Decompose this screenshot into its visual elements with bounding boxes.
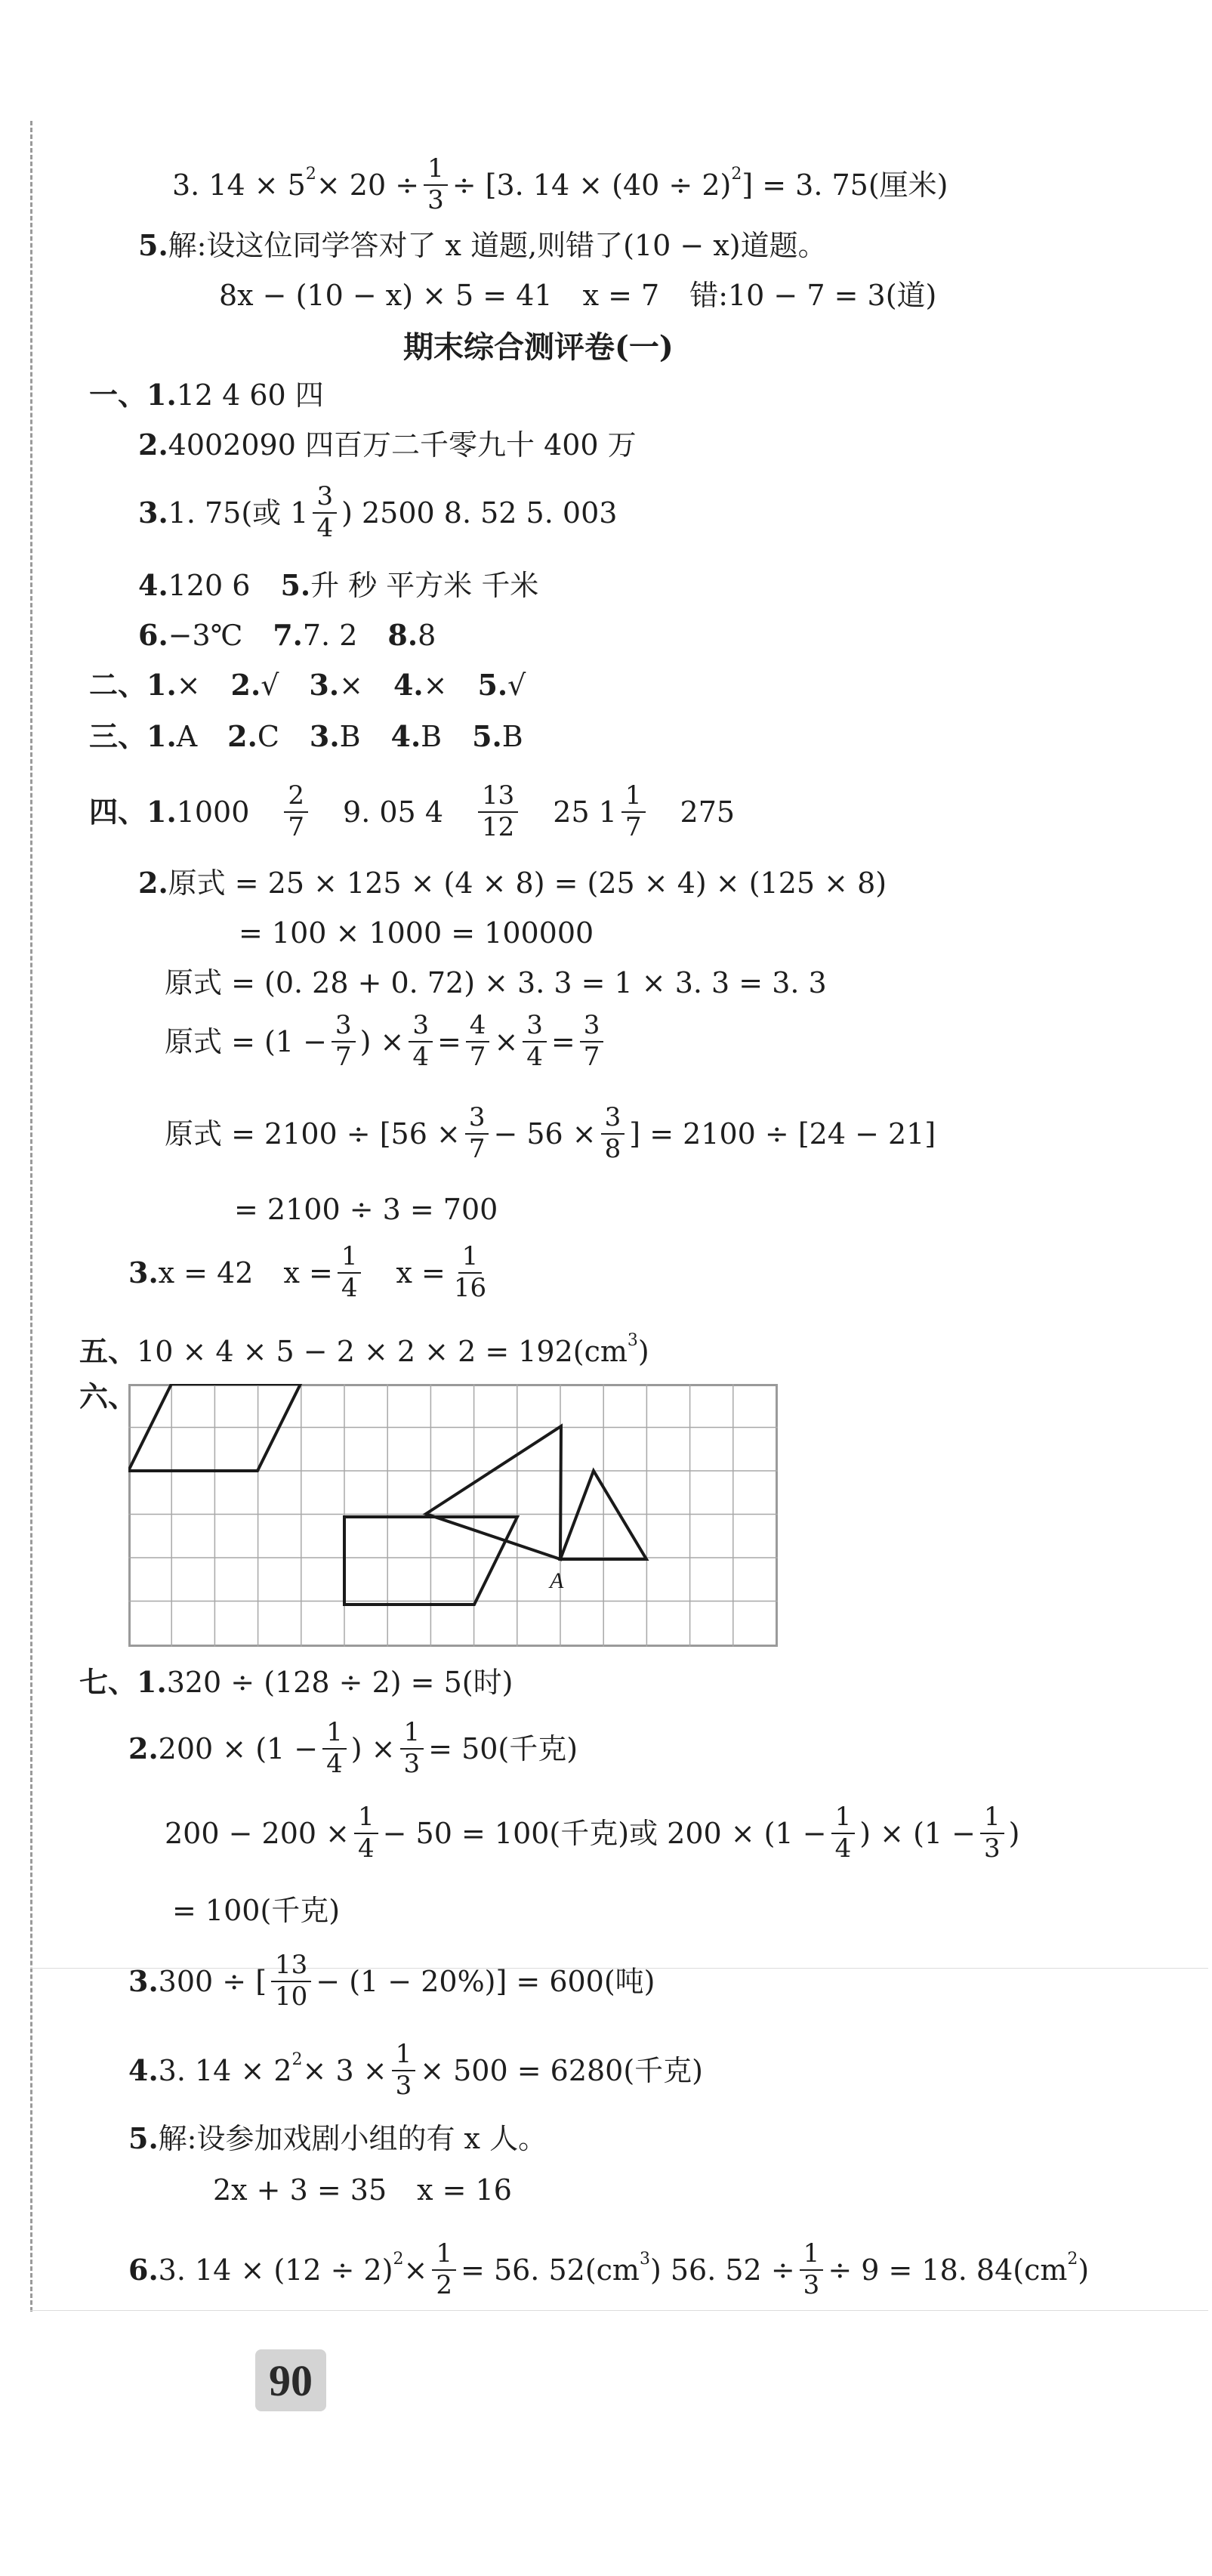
fraction: $\frac{1}{3}$ [800, 2241, 824, 2299]
part7-q2-line1: 2. 200 × (1 − $\frac{1}{4}$ ) × $\frac{1}{3}$ = 50(千克) [128, 1717, 578, 1779]
part7-q6: 6. 3. 14 × (12 ÷ 2) $^2$ × $\frac{1}{2}$ = 56. 52(cm $^3$ ) 56. 52 ÷ $\frac{1}{3}$ ÷ 9 = 18. 84(cm $^2$ ) [128, 2238, 1090, 2300]
part1-q1: 一、 1. 12 4 60 四 [89, 378, 324, 412]
part4-q2-line6: = 2100 ÷ 3 = 700 [234, 1193, 498, 1226]
part1-q4-q5: 4. 120 6 5. 升 秒 平方米 千米 [138, 568, 539, 602]
fraction: $\frac{1}{4}$ [354, 1804, 378, 1862]
fraction: $\frac{2}{7}$ [284, 783, 308, 841]
fraction: $\frac{3}{4}$ [523, 1012, 547, 1070]
part7-q3: 3. 300 ÷ [ $\frac{13}{10}$ − (1 − 20%)] = 600(吨) [128, 1950, 655, 2012]
part7-q4: 4. 3. 14 × 2 $^2$ × 3 × $\frac{1}{3}$ × 500 = 6280(千克) [128, 2039, 704, 2101]
fraction: $\frac{3}{7}$ [580, 1012, 604, 1070]
fraction: $\frac{1}{3}$ [400, 1719, 424, 1778]
fraction: $\frac{1}{4}$ [831, 1804, 856, 1862]
fraction: $\frac{1}{3}$ [980, 1804, 1004, 1862]
page-bottom-line [30, 2310, 1208, 2311]
section-title: 期末综合测评卷(一) [403, 329, 674, 365]
part7-q2-line3: = 100(千克) [172, 1894, 341, 1927]
part4-q1: 四、 1. 1000 $\frac{2}{7}$ 9. 05 4 $\frac{13}{12}$ 25 1 $\frac{1}{7}$ 275 [89, 780, 736, 842]
fraction: $\frac{1}{16}$ [453, 1241, 487, 1303]
part1-q6-q8: 6. −3℃ 7. 7. 2 8. 8 [138, 618, 436, 652]
fraction: $\frac{13}{12}$ [478, 783, 518, 841]
part1-q3: 3. 1. 75(或 1 $\frac{3}{4}$ ) 2500 8. 52 5. 003 [138, 481, 618, 543]
part6-label: 六、 [79, 1379, 137, 1413]
part7-q5-line2: 2x + 3 = 35 x = 16 [213, 2173, 512, 2207]
point-label-a: A [550, 1568, 564, 1593]
top-line-2: 5. 解:设这位同学答对了 x 道题,则错了(10 − x)道题。 [138, 228, 827, 262]
binding-margin-line [30, 121, 32, 2312]
fraction: $\frac{3}{4}$ [409, 1012, 433, 1070]
part7-q1: 七、 1. 320 ÷ (128 ÷ 2) = 5(时) [79, 1665, 513, 1699]
part4-q2-line5: 原式 = 2100 ÷ [56 × $\frac{3}{7}$ − 56 × $\frac{3}{8}$ ] = 2100 ÷ [24 − 21] [165, 1102, 936, 1164]
part7-q2-line2: 200 − 200 × $\frac{1}{4}$ − 50 = 100(千克)或 200 × (1 − $\frac{1}{4}$ ) × (1 − $\frac{1}{3}$ ) [165, 1802, 1020, 1864]
part4-q2-line1: 2. 原式 = 25 × 125 × (4 × 8) = (25 × 4) × (125 × 8) [138, 866, 887, 900]
fraction: $\frac{1}{4}$ [338, 1243, 362, 1302]
top-line-3: 8x − (10 − x) × 5 = 41 x = 7 错:10 − 7 = 3(道) [219, 279, 937, 312]
part4-q2-line2: = 100 × 1000 = 100000 [239, 916, 594, 950]
fraction: $\frac{3}{4}$ [313, 483, 337, 542]
fraction: $\frac{3}{7}$ [465, 1104, 489, 1163]
part4-q2-line4: 原式 = (1 − $\frac{3}{7}$ ) × $\frac{3}{4}$ = $\frac{4}{7}$ × $\frac{3}{4}$ = $\frac{3}{7}$ [165, 1012, 608, 1070]
part4-q3: 3. x = 42 x = $\frac{1}{4}$ x = $\frac{1}{16}$ [128, 1243, 495, 1302]
fraction: $\frac{13}{10}$ [271, 1952, 311, 2010]
part2-answers: 二、 1. × 2. √ 3. × 4. × 5. √ [89, 668, 526, 702]
geometry-grid [128, 1384, 778, 1647]
part3-answers: 三、 1. A 2. C 3. B 4. B 5. B [89, 719, 523, 753]
part7-q5-line1: 5. 解:设参加戏剧小组的有 x 人。 [128, 2121, 547, 2155]
fraction: $\frac{1}{3}$ [392, 2041, 416, 2099]
page-number: 90 [255, 2349, 326, 2411]
fraction: $\frac{3}{8}$ [601, 1104, 625, 1163]
triangle-1 [426, 1426, 561, 1559]
fraction: $\frac{4}{7}$ [466, 1012, 490, 1070]
top-line-1: 3. 14 × 5 $^2$ × 20 ÷ $\frac{1}{3}$ ÷ [3. 14 × (40 ÷ 2) $^2$ ] = 3. 75(厘米) [172, 153, 948, 215]
fraction: $\frac{1}{4}$ [322, 1719, 347, 1778]
fraction: $\frac{3}{7}$ [332, 1012, 356, 1070]
fraction: $\frac{1}{7}$ [621, 783, 646, 841]
part1-q2: 2. 4002090 四百万二千零九十 400 万 [138, 428, 637, 462]
fraction: $\frac{1}{3}$ [424, 156, 448, 214]
part5: 五、 10 × 4 × 5 − 2 × 2 × 2 = 192(cm $^3$ ) [79, 1331, 649, 1368]
part4-q2-line3: 原式 = (0. 28 + 0. 72) × 3. 3 = 1 × 3. 3 = 3. 3 [165, 966, 827, 999]
fraction: $\frac{1}{2}$ [432, 2241, 456, 2299]
